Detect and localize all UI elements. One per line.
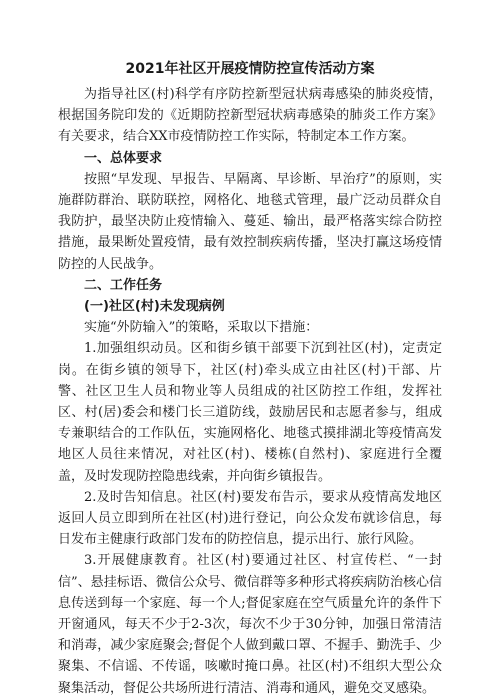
- task-item-information: 2.及时告知信息。社区(村)要发布告示，要求从疫情高发地区返回人员立即到所在社区(村)进行登记，向公众发布就诊信息，每日发布主健康行政部门发布的防控信息，提示出行、旅行风险。: [58, 489, 442, 548]
- no-cases-intro-paragraph: 实施“外防输入”的策略，采取以下措施：: [84, 320, 319, 336]
- subsection-heading-no-cases: (一)社区(村)未发现病例: [84, 299, 225, 315]
- task-item-mobilization: 1.加强组织动员。区和街乡镇干部要下沉到社区(村)，定责定岗。在街乡镇的领导下，社区(村)牵头成立由社区(村)干部、片警、社区卫生人员和物业等人员组成的社区防控工作组，发挥社区、村(居)委会和楼门长三道防线，鼓励居民和志愿者参与，组成专兼职结合的工作队伍，实施网格化、地毯式摸排湖北等疫情高发地区人员往来情况，对社区(村)、楼栋(自然村)、家庭进行全覆盖，及时发现防控隐患线索，并向街乡镇报告。: [58, 341, 442, 484]
- document-title: 2021年社区开展疫情防控宣传活动方案: [125, 61, 375, 77]
- general-requirements-paragraph: 按照“早发现、早报告、早隔离、早诊断、早治疗”的原则，实施群防群治、联防联控，网格化、地毯式管理，最广泛动员群众自我防护，最坚决防止疫情输入、蔓延、输出，最严格落实综合防控措施，最果断处置疫情，最有效控制疾病传播，坚决打赢这场疫情防控的人民战争。: [58, 171, 442, 272]
- intro-paragraph: 为指导社区(村)科学有序防控新型冠状病毒感染的肺炎疫情，根据国务院印发的《近期防控新型冠状病毒感染的肺炎工作方案》有关要求，结合XX市疫情防控工作实际，特制定本工作方案。: [58, 87, 442, 145]
- task-item-health-education: 3.开展健康教育。社区(村)要通过社区、村宣传栏、“一封信”、悬挂标语、微信公众号、微信群等多种形式将疾病防治核心信息传送到每一个家庭、每一个人;督促家庭在空气质量允许的条件下开窗通风，每天不少于2-3次，每次不少于30分钟，加强日常清洁和消毒，减少家庭聚会;督促个人做到戴口罩、不握手、勤洗手、少聚集、不信谣、不传谣，咳嗽时掩口鼻。社区(村)不组织大型公众聚集活动，督促公共场所进行清洁、消毒和通风，避免交叉感染。: [58, 553, 442, 696]
- section-heading-work-tasks: 二、工作任务: [84, 277, 163, 293]
- section-heading-general-requirements: 一、总体要求: [84, 150, 163, 166]
